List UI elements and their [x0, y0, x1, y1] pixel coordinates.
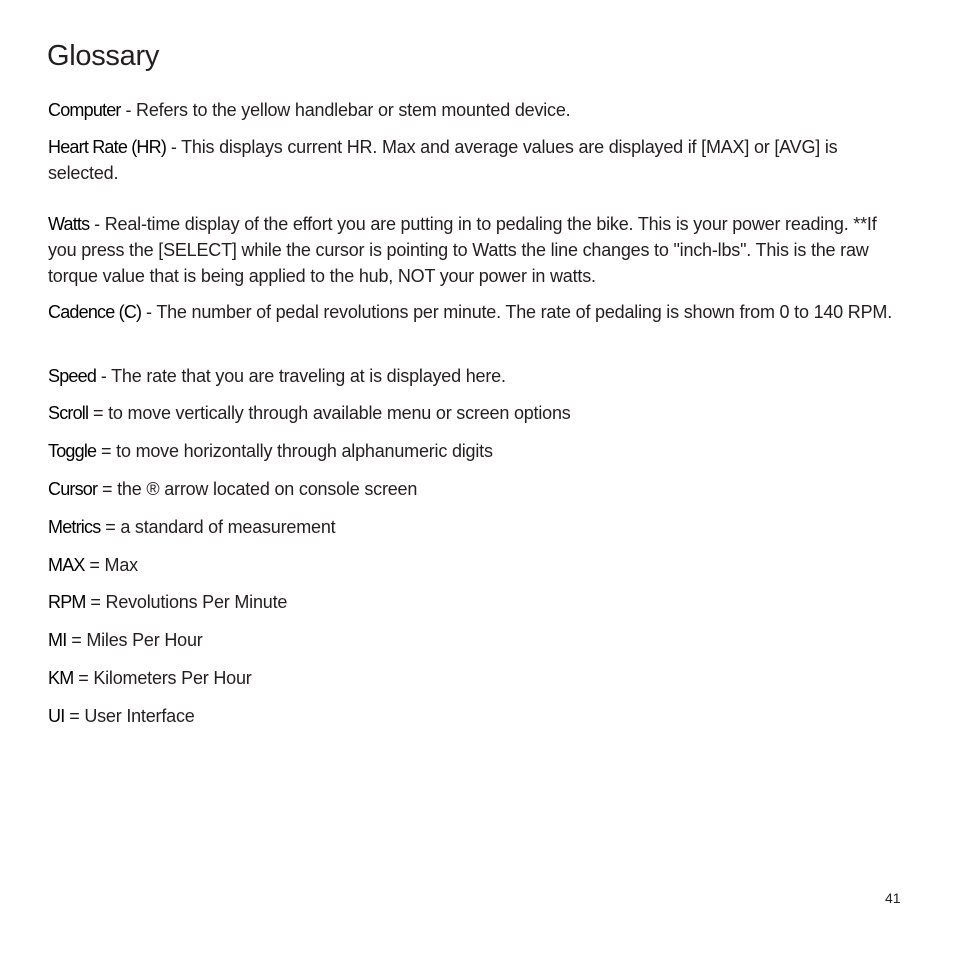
- glossary-entry-rpm: [48, 589, 908, 615]
- glossary-entry-scroll: [48, 400, 908, 426]
- glossary-definition: = a standard of measurement: [100, 517, 336, 537]
- glossary-definition: = Revolutions Per Minute: [85, 592, 288, 612]
- glossary-entry-speed: [48, 363, 908, 389]
- glossary-definition: - The rate that you are traveling at is displayed here.: [96, 366, 506, 386]
- page-title: Glossary: [47, 40, 160, 72]
- glossary-entry-computer: [48, 97, 908, 123]
- glossary-term: KM: [48, 668, 74, 688]
- glossary-definition: = to move horizontally through alphanumeric digits: [96, 441, 493, 461]
- glossary-definition: - Real-time display of the effort you are putting in to pedaling the bike. This is your power reading. **If you press the [SELECT] while the cursor is pointing to Watts the line changes to "inch-lbs". This is the raw torque value that is being applied to the hub, NOT your power in watts.: [48, 214, 877, 286]
- glossary-definition: - This displays current HR. Max and average values are displayed if [MAX] or [AVG] is selected.: [48, 137, 838, 183]
- glossary-definition: - Refers to the yellow handlebar or stem mounted device.: [120, 100, 571, 120]
- glossary-entry-ui: [48, 703, 908, 729]
- glossary-entry-toggle: [48, 438, 908, 464]
- glossary-definition: - The number of pedal revolutions per minute. The rate of pedaling is shown from 0 to 140 RPM.: [141, 302, 892, 322]
- glossary-term: Cadence (C): [48, 302, 142, 322]
- glossary-term: MAX: [48, 555, 85, 575]
- glossary-entry-cursor: [48, 476, 908, 502]
- glossary-definition: = Miles Per Hour: [66, 630, 203, 650]
- glossary-entry-mi: [48, 627, 908, 653]
- glossary-term: Cursor: [48, 479, 98, 499]
- glossary-definition: = to move vertically through available menu or screen options: [88, 403, 571, 423]
- glossary-term: Computer: [48, 100, 121, 120]
- glossary-term: Watts: [48, 214, 90, 234]
- glossary-term: Heart Rate (HR): [48, 137, 167, 157]
- glossary-entry-cadence: [48, 299, 908, 325]
- glossary-term: Scroll: [48, 403, 89, 423]
- glossary-term: UI: [48, 706, 65, 726]
- glossary-term: Toggle: [48, 441, 97, 461]
- glossary-entry-km: [48, 665, 908, 691]
- glossary-entry-watts: [48, 211, 908, 289]
- glossary-definition: = Max: [84, 555, 138, 575]
- glossary-entry-heart-rate: [48, 134, 908, 186]
- glossary-entry-metrics: [48, 514, 908, 540]
- glossary-term: RPM: [48, 592, 86, 612]
- glossary-definition: = the ® arrow located on console screen: [97, 479, 418, 499]
- glossary-definition: = User Interface: [64, 706, 195, 726]
- glossary-definition: = Kilometers Per Hour: [73, 668, 252, 688]
- glossary-term: Metrics: [48, 517, 101, 537]
- glossary-term: MI: [48, 630, 67, 650]
- glossary-term: Speed: [48, 366, 97, 386]
- page-number: 41: [885, 890, 901, 906]
- glossary-entry-max: [48, 552, 908, 578]
